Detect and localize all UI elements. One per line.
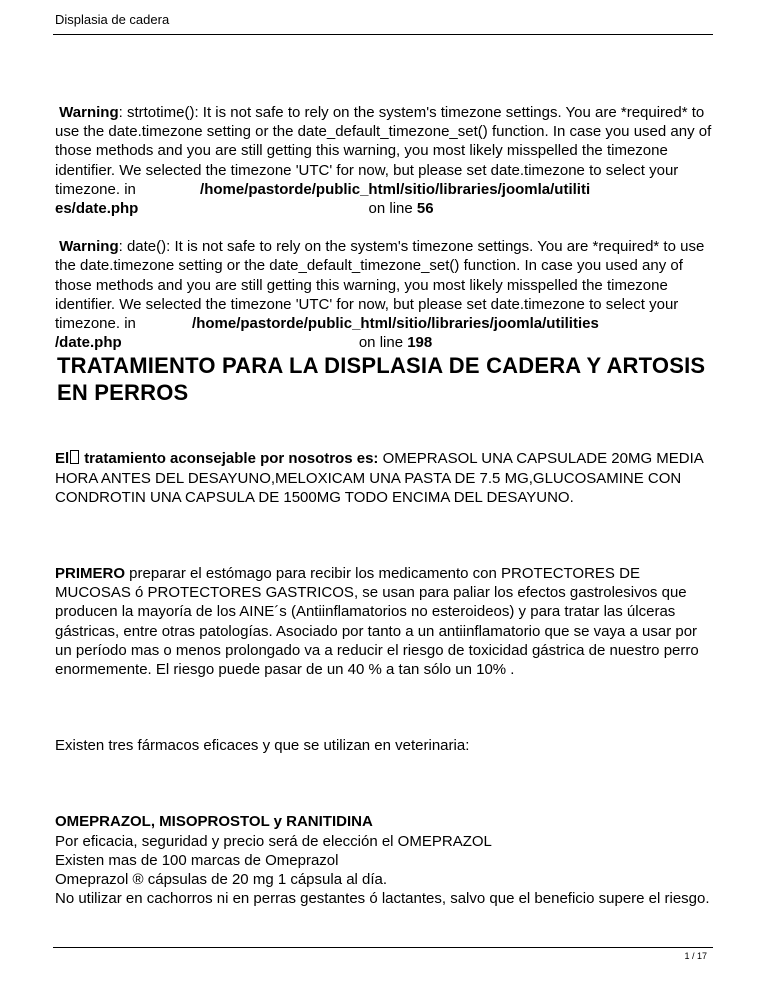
page-content (55, 103, 715, 908)
omeprazol-line: Por eficacia, seguridad y precio será de elección el OMEPRAZOL (55, 832, 492, 850)
omeprazol-line: Omeprazol ® cápsulas de 20 mg 1 cápsula al día. (55, 871, 388, 889)
gastric-protection-text: preparar el estómago para recibir los medicamento con PROTECTORES DE MUCOSAS ó PROTECTORES GASTRICOS, se usan para paliar los efectos gastrolesivos que producen la mayoría de los AINE´s (Antiinflamatorios no esteroideos) y para tratar las úlceras gástricas, entre otras patologías. Asociado por tanto a un antiinflamatorio que se vaya a usar por un período mas o menos prolongado va a reducir el riesgo de toxicidad gástrica de nuestro perro enormemente. El riesgo puede pasar de un 40 % a tan sólo un 10% . (55, 565, 699, 679)
warning-on-line-label: on line (358, 334, 404, 352)
treatment-text: OMEPRASOL UNA CAPSULADE 20MG MEDIA HORA ANTES DEL DESAYUNO,MELOXICAM UNA PASTA DE 7.5 MG,GLUCOSAMINE CON CONDROTIN UNA CAPSULA DE 1500MG TODO ENCIMA DEL DESAYUNO. (55, 450, 703, 506)
omeprazol-line: Existen mas de 100 marcas de Omeprazol (55, 851, 339, 869)
warning-text: : date(): It is not safe to rely on the system's timezone settings. You are *required* to use the date.timezone setting or the date_default_timezone_set() function. In case you used any of those methods and you are still getting this warning, you most likely misspelled the timezone identifier. We selected the timezone 'UTC' for now, but please set date.timezone to select your timezone. in (55, 238, 705, 333)
warning-file-path: /home/pastorde/public_html/sitio/libraries/joomla/utiliti (200, 180, 591, 198)
primero-lead: PRIMERO (55, 565, 126, 583)
warning-file-path-cont: /date.php (55, 334, 122, 352)
warning-file-path: /home/pastorde/public_html/sitio/libraries/joomla/utilities (192, 315, 599, 333)
omeprazol-section (55, 812, 715, 908)
warning-line-number: 56 (416, 200, 434, 218)
page-header-title: Displasia de cadera (55, 12, 170, 27)
article-title: TRATAMIENTO PARA LA DISPLASIA DE CADERA Y ARTOSIS EN PERROS (57, 353, 706, 406)
treatment-paragraph (55, 449, 715, 507)
warning-text: : strtotime(): It is not safe to rely on the system's timezone settings. You are *required* to use the date.timezone setting or the date_default_timezone_set() function. In case you used any of those methods and you are still getting this warning, you most likely misspelled the timezone identifier. We selected the timezone 'UTC' for now, but please set date.timezone to select your timezone. in (55, 104, 712, 198)
header-divider (53, 34, 713, 35)
warning-file-path-cont: es/date.php (55, 200, 139, 218)
treatment-lead-a: El (55, 450, 70, 468)
warning-line-number: 198 (407, 334, 433, 352)
warning-label: Warning (59, 104, 119, 121)
gastric-protection-paragraph (55, 564, 715, 679)
drugs-intro-paragraph: Existen tres fármacos eficaces y que se utilizan en veterinaria: (55, 737, 470, 755)
warning-on-line-label: on line (368, 200, 413, 218)
missing-glyph-box (70, 450, 79, 464)
php-warning (55, 103, 715, 218)
omeprazol-line: No utilizar en cachorros ni en perras gestantes ó lactantes, salvo que el beneficio supere el riesgo. (55, 890, 710, 908)
footer-divider (53, 947, 713, 948)
treatment-lead-b: tratamiento aconsejable por nosotros es: (84, 450, 379, 468)
php-warning (55, 237, 715, 352)
page-number: 1 / 17 (684, 951, 707, 961)
warning-label: Warning (59, 238, 119, 256)
drugs-heading: OMEPRAZOL, MISOPROSTOL y RANITIDINA (55, 813, 373, 831)
